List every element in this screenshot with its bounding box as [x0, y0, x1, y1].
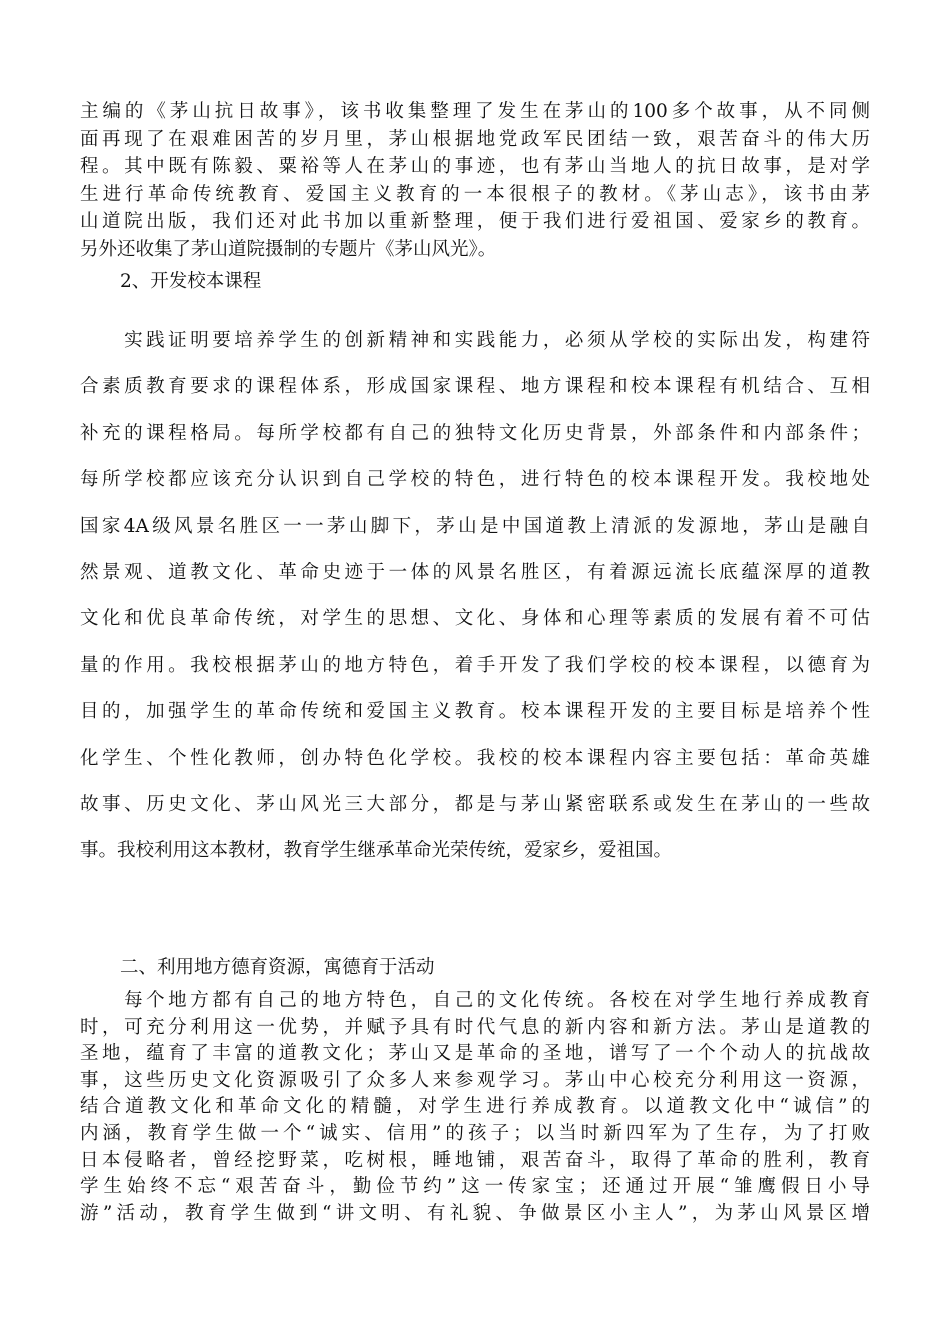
- text-line: 学生始终不忘“艰苦奋斗，勤俭节约”这一传家宝；还通过开展“雏鹰假日小导: [80, 1176, 870, 1198]
- text-line: 每个地方都有自己的地方特色，自己的文化传统。各校在对学生地行养成教育: [80, 990, 870, 1011]
- text-line: 生进行革命传统教育、爱国主义教育的一本很根子的教材。《茅山志》，该书由茅: [80, 183, 870, 205]
- document-page: [80, 0, 870, 1344]
- text-line: 事，这些历史文化资源吸引了众多人来参观学习。茅山中心校充分利用这一资源，: [80, 1069, 870, 1091]
- text-line: 游”活动，教育学生做到“讲文明、有礼貌、争做景区小主人”，为茅山风景区增: [80, 1202, 870, 1224]
- text-line: 时，可充分利用这一优势，并赋予具有时代气息的新内容和新方法。茅山是道教的: [80, 1016, 870, 1038]
- text-line: 圣地，蕴育了丰富的道教文化；茅山又是革命的圣地，谱写了一个个动人的抗战故: [80, 1043, 870, 1065]
- paragraph-book-collection: [80, 98, 870, 263]
- text-line: 然景观、道教文化、革命史迹于一体的风景名胜区，有着源远流长底蕴深厚的道教: [80, 562, 870, 584]
- text-line: 面再现了在艰难困苦的岁月里，茅山根据地党政军民团结一致，艰苦奋斗的伟大历: [80, 128, 870, 150]
- paragraph-moral-resources: [80, 988, 870, 1227]
- text-line: 合素质教育要求的课程体系，形成国家课程、地方课程和校本课程有机结合、互相: [80, 376, 870, 398]
- text-line: 文化和优良革命传统，对学生的思想、文化、身体和心理等素质的发展有着不可估: [80, 608, 870, 630]
- text-line: 另外还收集了茅山道院摄制的专题片《茅山风光》。: [80, 238, 497, 260]
- text-line: 国家4A级风景名胜区一一茅山脚下，茅山是中国道教上清派的发源地，茅山是融自: [80, 515, 870, 537]
- text-line: 事。我校利用这本教材，教育学生继承革命光荣传统，爱家乡，爱祖国。: [80, 840, 673, 862]
- text-line: 实践证明要培养学生的创新精神和实践能力，必须从学校的实际出发，构建符: [80, 330, 870, 351]
- text-line: 补充的课程格局。每所学校都有自己的独特文化历史背景，外部条件和内部条件；: [80, 422, 870, 444]
- section-heading-moral-resources: 二、利用地方德育资源，寓德育于活动: [120, 957, 435, 978]
- text-line: 目的，加强学生的革命传统和爱国主义教育。校本课程开发的主要目标是培养个性: [80, 701, 870, 723]
- section-heading-school-curriculum: 2、开发校本课程: [120, 271, 262, 292]
- paragraph-school-curriculum: [80, 318, 870, 875]
- text-line: 山道院出版，我们还对此书加以重新整理，便于我们进行爱祖国、爱家乡的教育。: [80, 211, 870, 232]
- text-line: 内涵，教育学生做一个“诚实、信用”的孩子；以当时新四军为了生存，为了打败: [80, 1122, 870, 1144]
- text-line: 每所学校都应该充分认识到自己学校的特色，进行特色的校本课程开发。我校地处: [80, 469, 870, 491]
- text-line: 量的作用。我校根据茅山的地方特色，着手开发了我们学校的校本课程，以德育为: [80, 654, 870, 676]
- text-line: 故事、历史文化、茅山风光三大部分，都是与茅山紧密联系或发生在茅山的一些故: [80, 794, 870, 816]
- text-line: 程。其中既有陈毅、粟裕等人在茅山的事迹，也有茅山当地人的抗日故事，是对学: [80, 156, 870, 177]
- text-line: 化学生、个性化教师，创办特色化学校。我校的校本课程内容主要包括：革命英雄: [80, 747, 870, 769]
- text-line: 日本侵略者，曾经挖野菜，吃树根，睡地铺，艰苦奋斗，取得了革命的胜利，教育: [80, 1149, 870, 1171]
- text-line: 主编的《茅山抗日故事》，该书收集整理了发生在茅山的100多个故事，从不同侧: [80, 101, 870, 122]
- text-line: 结合道教文化和革命文化的精髓，对学生进行养成教育。以道教文化中“诚信”的: [80, 1096, 870, 1118]
